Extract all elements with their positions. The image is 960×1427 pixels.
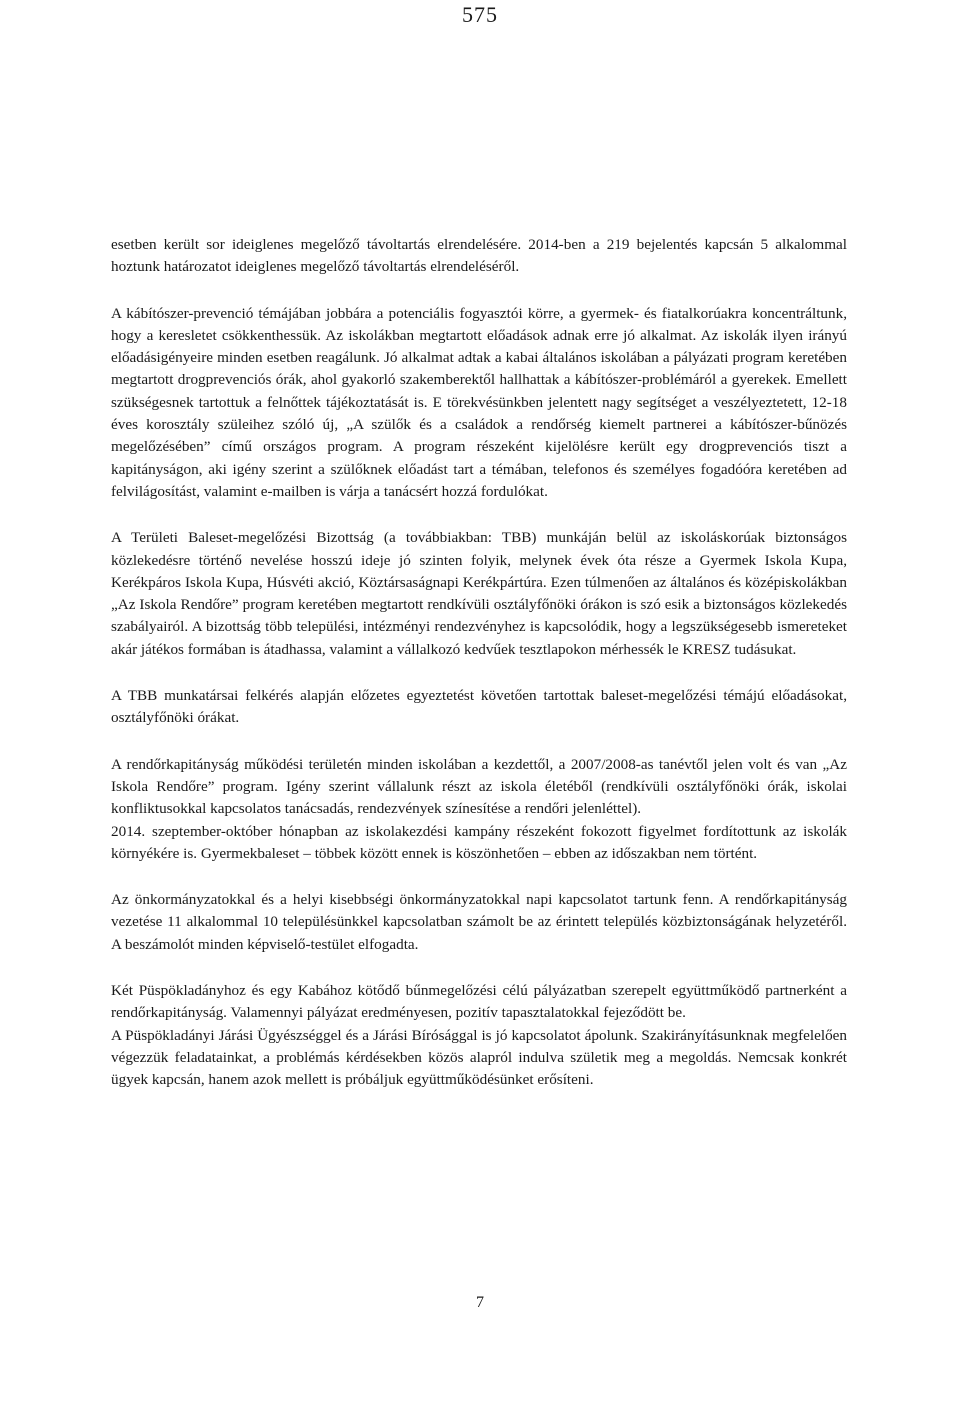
paragraph-tbb-road-safety: A Területi Baleset-megelőzési Bizottság (a továbbiakban: TBB) munkáján belül az iskoláskorúak biztonságos közlekedésre történő nevelése hosszú ideje jó szinten folyik, melynek évek óta része a Gyermek Iskola Kupa, Kerékpáros Iskola Kupa, Húsvéti akció, Köztársaságnapi Kerékpártúra. Ezen túlmenően az általános és középiskolákban „Az Iskola Rendőre” program keretében megtartott rendkívüli osztályfőnöki órákon is szó esik a biztonságos közlekedés szabályairól. A bizottság több települési, intézményi rendezvényhez is kapcsolódik, hogy a legszükségesebb ismereteket akár játékos formában is átadhassa, valamint a vállalkozó kedvűek tesztlapokon mérhessék le KRESZ tudásukat. — [111, 529, 847, 658]
paragraph-restraining-order: esetben került sor ideiglenes megelőző távoltartás elrendelésére. 2014-ben a 219 bejelentés kapcsán 5 alkalommal hoztunk határozatot ideiglenes megelőző távoltartás elrendeléséről. — [111, 236, 847, 276]
paragraph-school-police-program: A rendőrkapitányság működési területén minden iskolában a kezdettől, a 2007/2008-as tanévtől jelen volt és van „Az Iskola Rendőre” program. Igény szerint vállalunk részt az iskola életéből (rendkívüli osztályfőnöki órák, iskolai konfliktusokkal kapcsolatos tanácsadás, rendezvények színesítése a rendőri jelenléttel). — [111, 755, 847, 818]
page-number-top: 575 — [462, 2, 498, 27]
paragraph-municipalities: Az önkormányzatokkal és a helyi kisebbségi önkormányzatokkal napi kapcsolatot tartunk fenn. A rendőrkapitányság vezetése 11 alkalommal 10 településünkkel kapcsolatban számolt be az érintett település közbiztonságának helyzetéről. A beszámolót minden képviselő-testület elfogadta. — [111, 891, 847, 953]
paragraph-school-campaign: 2014. szeptember-október hónapban az iskolakezdési kampány részeként fokozott figyelmet fordítottunk az iskolák környékére is. Gyermekbaleset – többek között ennek is köszönhetően – ebben az időszakban nem történt. — [111, 822, 847, 862]
paragraph-drug-prevention: A kábítószer-prevenció témájában jobbára a potenciális fogyasztói körre, a gyermek- és fiatalkorúakra koncentráltunk, hogy a keresletet csökkenthessük. Az iskolákban megtartott előadások adnak erre jó alkalmat. Az iskolák ilyen irányú előadásigényeire minden esetben reagálunk. Jó alkalmat adtak a kabai általános iskolában a pályázati program keretében megtartott drogprevenciós órák, ahol gyakorló szakemberektől hallhattak a kábítószer-problémáról a gyerekek. Emellett szükségesnek tartottuk a felnőttek tájékoztatását is. E törekvésünkben jelentett nagy segítséget a veszélyeztetett, 12-18 éves korosztály szüleihez szóló új, „A szülők és a családok a rendőrség kiemelt partnerei a kábítószer-bűnözés megelőzésében” című országos program. A program részeként kijelölésre került egy drogprevenciós tiszt a kapitányságon, aki igény szerint a szülőknek előadást tart a témában, telefonos és személyes fogadóóra keretében ad felvilágosítást, valamint e-mailben is várja a tanácsért hozzá fordulókat. — [111, 304, 847, 500]
paragraph-prosecution-court: A Püspökladányi Járási Ügyészséggel és a Járási Bírósággal is jó kapcsolatot ápolunk. Szakirányításunknak megfelelően végezzük feladatainkat, a problémás kérdésekben közös alapról indulva születik meg a megoldás. Nemcsak konkrét ügyek kapcsán, hanem azok mellett is próbáljuk együttműködésünket erősíteni. — [111, 1026, 847, 1089]
paragraph-crime-prevention-grants: Két Püspökladányhoz és egy Kabához kötődő bűnmegelőzési célú pályázatban szerepelt együttműködő partnerként a rendőrkapitányság. Valamennyi pályázat eredményesen, pozitív tapasztalatokkal fejeződött be. — [111, 982, 847, 1022]
paragraph-tbb-lectures: A TBB munkatársai felkérés alapján előzetes egyeztetést követően tartottak baleset-megelőzési témájú előadásokat, osztályfőnöki órákat. — [111, 687, 847, 727]
page-number-bottom: 7 — [476, 1294, 484, 1311]
document-body — [111, 234, 847, 1116]
